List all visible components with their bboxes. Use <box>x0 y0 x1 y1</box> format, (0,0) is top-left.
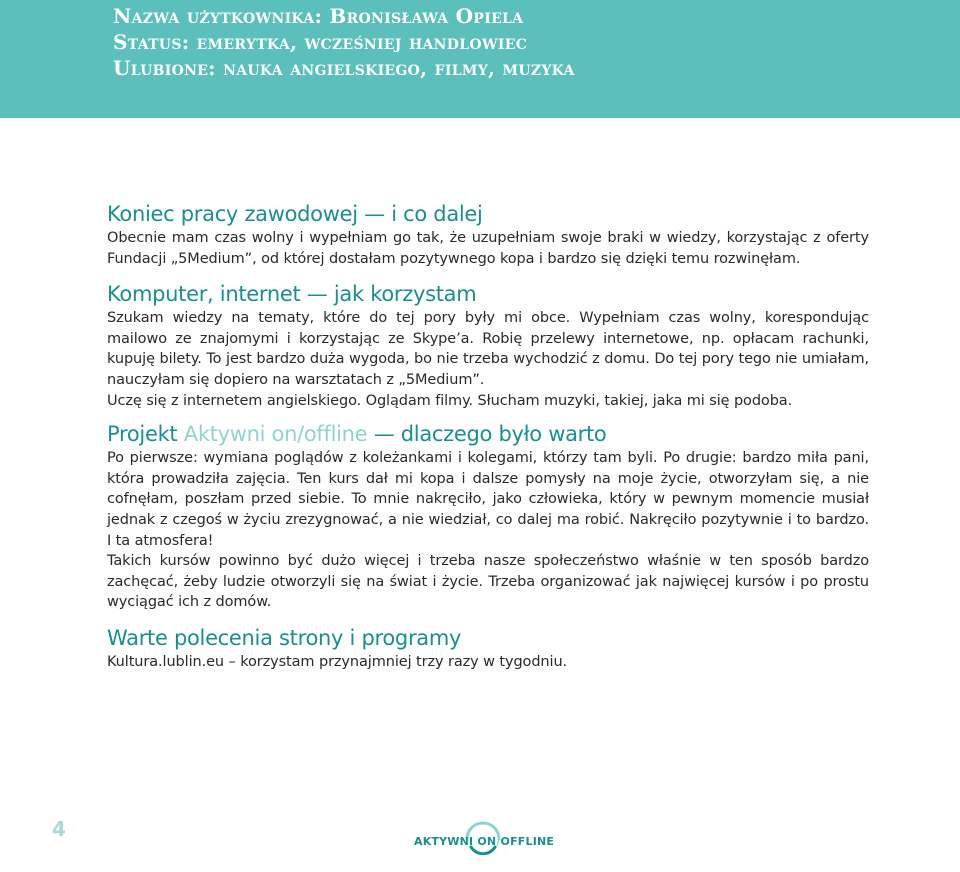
section-body-computer-internet: Szukam wiedzy na tematy, które do tej pory były mi obce. Wypełniam czas wolny, korespondując mailowo ze znajomymi i korzystając ze Skype’a. Robię przelewy internetowe, np. opłacam rachunki, kupuję bilety. To jest bardzo duża wygoda, bo nie trzeba wychodzić z domu. Do tej pory tego nie umiałam, nauczyłam się dopiero na warsztatach z „5Medium”. <box>107 310 869 388</box>
article-content <box>107 200 869 673</box>
logo-text <box>414 835 554 848</box>
page-number: 4 <box>52 817 66 841</box>
logo-text-right: OFFLINE <box>500 835 555 848</box>
section-body-recommended: Kultura.lublin.eu – korzystam przynajmniej trzy razy w tygodniu. <box>107 653 568 670</box>
favorites-line: Ulubione: nauka angielskiego, filmy, muzyka <box>113 56 575 80</box>
section-title-project <box>107 420 869 448</box>
section-body-career-end: Obecnie mam czas wolny i wypełniam go tak, że uzupełniam swoje braki w wiedzy, korzystając z oferty Fundacji „5Medium”, od której dostałam pozytywnego kopa i bardzo się dzięki temu rozwinęłam. <box>107 230 869 267</box>
user-name-line: Nazwa użytkownika: Bronisława Opiela <box>113 4 524 28</box>
section-title-project-suffix: — dlaczego było warto <box>367 422 607 447</box>
section-title-computer-internet: Komputer, internet — jak korzystam <box>107 282 477 307</box>
header-banner <box>0 0 960 118</box>
aktywni-logo <box>410 818 555 858</box>
section-title-career-end: Koniec pracy zawodowej — i co dalej <box>107 202 483 226</box>
section-body-computer-internet-2: Uczę się z internetem angielskiego. Oglądam filmy. Słucham muzyki, takiej, jaka mi się podoba. <box>107 392 793 409</box>
status-line: Status: emerytka, wcześniej handlowiec <box>113 30 528 54</box>
section-title-project-prefix: Projekt <box>107 422 184 447</box>
section-body-project-2: Takich kursów powinno być dużo więcej i trzeba nasze społeczeństwo właśnie w ten sposób bardzo zachęcać, żeby ludzie otworzyli się na świat i życie. Trzeba organizować jak najwięcej kursów i po prostu wyciągać ich z domów. <box>107 553 869 611</box>
logo-text-sep: / <box>496 835 501 848</box>
section-title-recommended: Warte polecenia strony i programy <box>107 625 462 650</box>
logo-text-left: AKTYWNI ON <box>414 835 497 848</box>
project-name-accent: Aktywni on/offline <box>183 422 368 447</box>
section-body-project: Po pierwsze: wymiana poglądów z koleżankami i kolegami, którzy tam byli. Po drugie: bardzo miła pani, która prowadziła zajęcia. Ten kurs dał mi kopa i dalsze pomysły na moje życie, otworzyłam się, a nie cofnęłam, poszłam przed siebie. To mnie nakręciło, jako człowieka, który w pewnym momencie musiał jednak z czegoś w życiu zrezygnować, a nie wiedział, co dalej ma robić. Nakręciło pozytywnie i to bardzo. I ta atmosfera! <box>107 450 869 549</box>
